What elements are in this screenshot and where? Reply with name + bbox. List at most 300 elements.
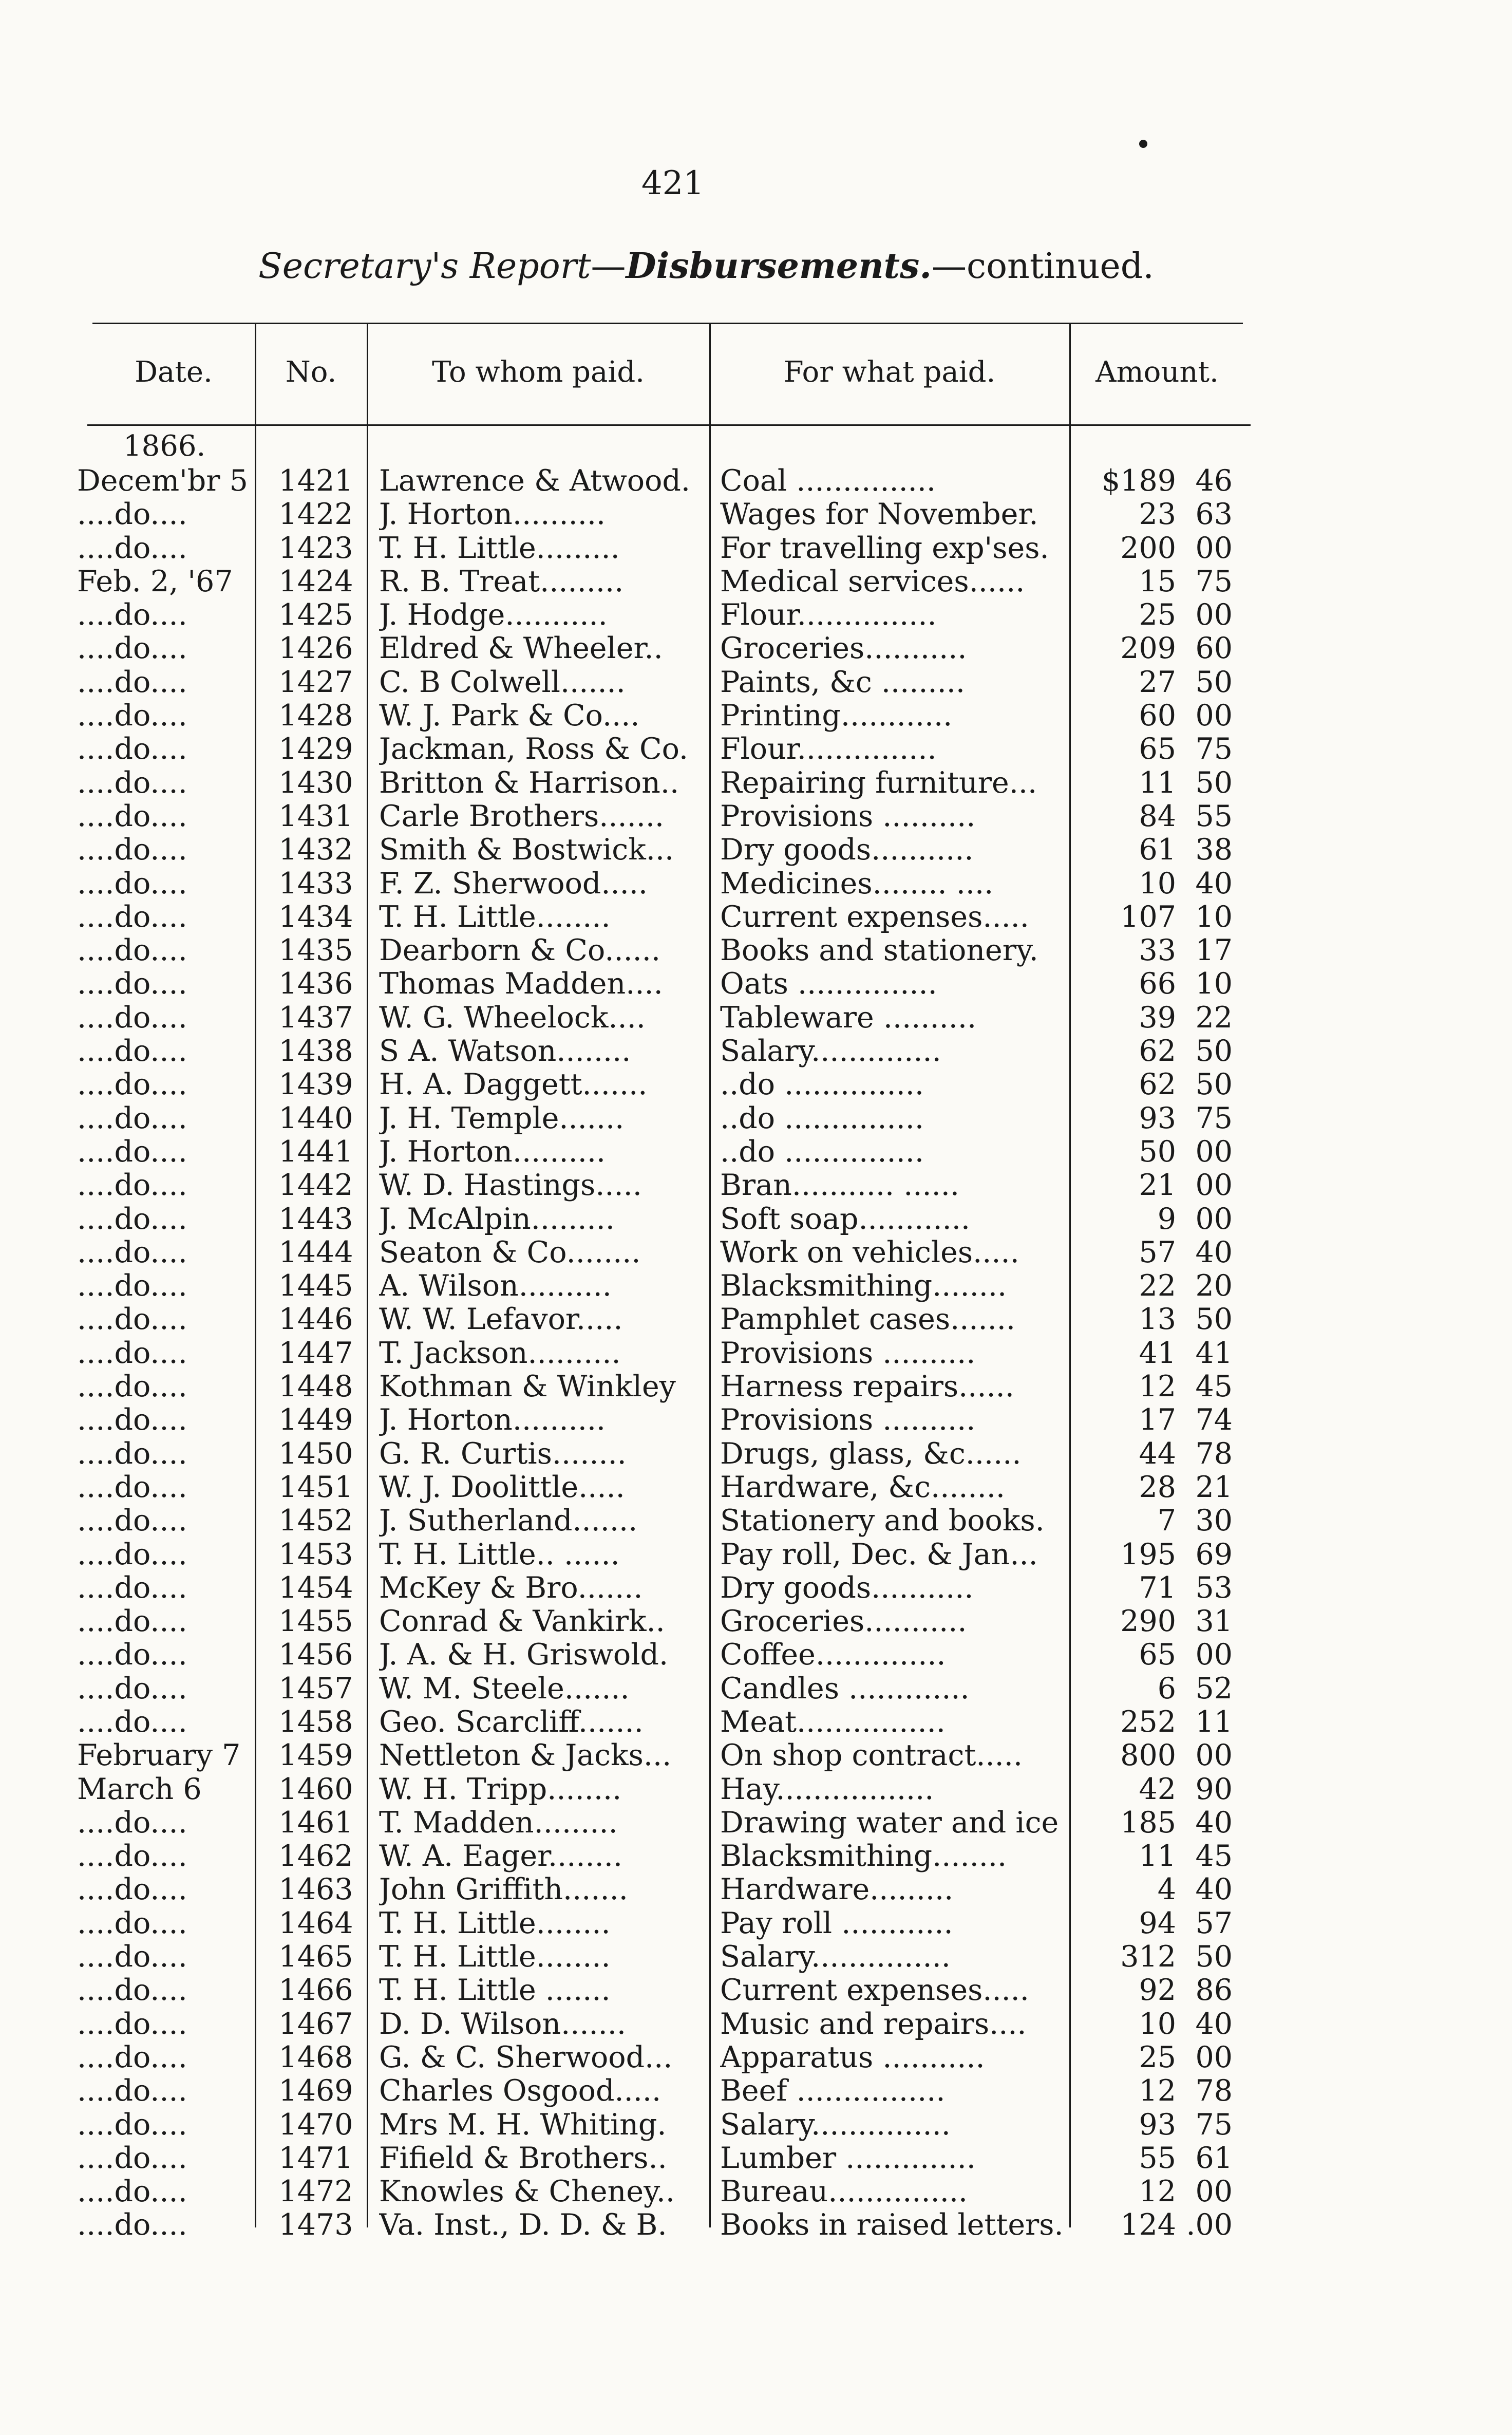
row-number: 1436 xyxy=(278,967,353,1001)
row-payee: W. G. Wheelock.... xyxy=(379,1001,646,1035)
row-date: ....do.... xyxy=(77,665,187,699)
row-payee: Thomas Madden.... xyxy=(379,967,663,1001)
row-amount xyxy=(1079,1504,1233,1538)
row-amount-dollars: 12 xyxy=(1139,2074,1176,2108)
row-number: 1450 xyxy=(278,1437,353,1471)
row-date: ....do.... xyxy=(77,1940,187,1974)
row-amount-cents: 00 xyxy=(1195,1169,1233,1203)
row-payee: J. A. & H. Griswold. xyxy=(379,1638,669,1672)
row-amount-dollars: 12 xyxy=(1139,2175,1176,2209)
row-amount-cents: 63 xyxy=(1195,498,1233,532)
row-amount-dollars: 65 xyxy=(1139,1638,1176,1672)
row-date: ....do.... xyxy=(77,598,187,632)
row-amount-cents: 00 xyxy=(1195,2040,1233,2074)
row-purpose: Hardware, &c........ xyxy=(720,1470,1006,1504)
row-amount-cents: 75 xyxy=(1195,2108,1233,2142)
row-amount-dollars: 50 xyxy=(1139,1135,1176,1169)
row-payee: W. J. Doolittle..... xyxy=(379,1470,625,1504)
row-amount xyxy=(1079,1437,1233,1471)
row-amount-dollars: 124 xyxy=(1120,2208,1176,2242)
row-amount-cents: 69 xyxy=(1195,1538,1233,1571)
row-purpose: Books and stationery. xyxy=(720,934,1038,968)
row-payee: J. Sutherland....... xyxy=(379,1504,638,1538)
row-amount xyxy=(1079,833,1233,867)
row-date: Decem'br 5 xyxy=(77,464,248,498)
header-amount: Amount. xyxy=(1095,355,1219,389)
row-number: 1454 xyxy=(278,1571,353,1605)
row-amount xyxy=(1079,1773,1233,1806)
row-date: ....do.... xyxy=(77,867,187,901)
row-date: ....do.... xyxy=(77,1336,187,1370)
row-amount xyxy=(1079,1672,1233,1706)
table-row xyxy=(0,1706,1512,1739)
row-amount-cents: 75 xyxy=(1195,565,1233,598)
row-payee: R. B. Treat......... xyxy=(379,565,624,598)
row-amount-cents: 31 xyxy=(1195,1605,1233,1639)
row-amount-cents: 50 xyxy=(1195,1035,1233,1069)
row-amount xyxy=(1079,967,1233,1001)
header-bottom-rule xyxy=(87,424,1251,426)
row-amount xyxy=(1079,632,1233,665)
row-amount-cents: 38 xyxy=(1195,833,1233,867)
row-amount xyxy=(1079,1873,1233,1906)
row-amount xyxy=(1079,1638,1233,1672)
row-payee: Knowles & Cheney.. xyxy=(379,2175,675,2209)
row-date: ....do.... xyxy=(77,2074,187,2108)
row-amount xyxy=(1079,2108,1233,2142)
ink-dot xyxy=(1139,140,1147,148)
row-amount-dollars: 25 xyxy=(1139,598,1176,632)
row-amount xyxy=(1079,1806,1233,1840)
row-purpose: Provisions .......... xyxy=(720,1403,976,1437)
row-amount-dollars: 7 xyxy=(1157,1504,1176,1538)
row-purpose: Printing............ xyxy=(720,699,953,733)
row-number: 1462 xyxy=(278,1840,353,1874)
row-payee: S A. Watson........ xyxy=(379,1035,631,1069)
row-payee: F. Z. Sherwood..... xyxy=(379,867,648,901)
row-payee: Eldred & Wheeler.. xyxy=(379,632,663,666)
table-row xyxy=(0,699,1512,733)
row-amount xyxy=(1079,1370,1233,1403)
row-purpose: Candles ............. xyxy=(720,1672,970,1706)
row-date: ....do.... xyxy=(77,1672,187,1706)
row-number: 1426 xyxy=(278,632,353,666)
table-row xyxy=(0,2142,1512,2175)
row-date: ....do.... xyxy=(77,1169,187,1203)
row-amount-cents: 86 xyxy=(1195,1974,1233,2008)
row-amount xyxy=(1079,565,1233,598)
row-purpose: For travelling exp'ses. xyxy=(720,531,1049,565)
row-purpose: Tableware .......... xyxy=(720,1001,977,1035)
row-date: ....do.... xyxy=(77,1504,187,1538)
row-date: February 7 xyxy=(77,1739,241,1773)
row-amount-dollars: 9 xyxy=(1157,1202,1176,1236)
row-amount-dollars: 66 xyxy=(1139,967,1176,1001)
row-date: ....do.... xyxy=(77,2040,187,2074)
row-amount-cents: 50 xyxy=(1195,1940,1233,1974)
row-amount-cents: .00 xyxy=(1186,2208,1233,2242)
row-number: 1435 xyxy=(278,934,353,968)
table-row xyxy=(0,1337,1512,1370)
row-amount-cents: 00 xyxy=(1195,1202,1233,1236)
table-row xyxy=(0,1605,1512,1638)
row-date: ....do.... xyxy=(77,1538,187,1571)
row-amount-cents: 40 xyxy=(1195,1873,1233,1907)
row-number: 1456 xyxy=(278,1638,353,1672)
row-amount xyxy=(1079,666,1233,699)
row-number: 1446 xyxy=(278,1303,353,1337)
row-number: 1428 xyxy=(278,699,353,733)
row-purpose: Paints, &c ......... xyxy=(720,665,965,699)
row-amount xyxy=(1079,1739,1233,1772)
row-amount-dollars: 93 xyxy=(1139,1101,1176,1135)
row-amount-dollars: 62 xyxy=(1139,1068,1176,1102)
row-number: 1431 xyxy=(278,799,353,833)
row-number: 1463 xyxy=(278,1873,353,1907)
row-date: ....do.... xyxy=(77,1202,187,1236)
row-payee: Geo. Scarcliff....... xyxy=(379,1705,644,1739)
row-amount-cents: 00 xyxy=(1195,1638,1233,1672)
row-amount-dollars: 290 xyxy=(1120,1605,1176,1639)
row-number: 1470 xyxy=(278,2108,353,2142)
row-amount-dollars: 195 xyxy=(1120,1538,1176,1571)
table-row xyxy=(0,1169,1512,1202)
row-payee: T. H. Little........ xyxy=(379,900,611,934)
row-date: ....do.... xyxy=(77,1705,187,1739)
row-payee: D. D. Wilson....... xyxy=(379,2007,626,2041)
row-amount-cents: 57 xyxy=(1195,1906,1233,1940)
row-amount xyxy=(1079,1102,1233,1135)
row-amount-cents: 00 xyxy=(1195,1135,1233,1169)
row-amount-dollars: 62 xyxy=(1139,1035,1176,1069)
row-payee: J. H. Temple....... xyxy=(379,1101,625,1135)
table-row xyxy=(0,1303,1512,1336)
row-amount xyxy=(1079,2208,1233,2242)
row-date: ....do.... xyxy=(77,2141,187,2175)
row-amount xyxy=(1079,867,1233,901)
row-amount-cents: 75 xyxy=(1195,1101,1233,1135)
row-amount xyxy=(1079,1571,1233,1605)
row-number: 1434 xyxy=(278,900,353,934)
row-purpose: Flour............... xyxy=(720,733,937,766)
row-date: ....do.... xyxy=(77,1605,187,1639)
row-amount xyxy=(1079,1135,1233,1169)
row-amount-cents: 40 xyxy=(1195,1235,1233,1269)
row-amount-dollars: 4 xyxy=(1157,1873,1176,1907)
row-date: ....do.... xyxy=(77,699,187,733)
row-number: 1423 xyxy=(278,531,353,565)
row-payee: G. R. Curtis........ xyxy=(379,1437,627,1471)
row-amount-dollars: 23 xyxy=(1139,498,1176,532)
row-amount xyxy=(1079,598,1233,632)
row-amount-dollars: 42 xyxy=(1139,1772,1176,1806)
row-payee: Kothman & Winkley xyxy=(379,1370,676,1404)
row-payee: T. H. Little......... xyxy=(379,531,620,565)
table-row xyxy=(0,1672,1512,1706)
row-number: 1449 xyxy=(278,1403,353,1437)
table-row xyxy=(0,934,1512,967)
row-amount-cents: 21 xyxy=(1195,1470,1233,1504)
row-amount-dollars: 39 xyxy=(1139,1001,1176,1035)
row-payee: J. Horton.......... xyxy=(379,498,606,532)
row-purpose: Groceries........... xyxy=(720,632,967,666)
row-amount-dollars: 60 xyxy=(1139,699,1176,733)
row-payee: C. B Colwell....... xyxy=(379,665,626,699)
row-amount-cents: 52 xyxy=(1195,1672,1233,1706)
row-date: ....do.... xyxy=(77,1974,187,2008)
row-purpose: Medical services...... xyxy=(720,565,1025,598)
row-number: 1452 xyxy=(278,1504,353,1538)
row-date: March 6 xyxy=(77,1772,202,1806)
row-purpose: Dry goods........... xyxy=(720,833,974,867)
row-payee: McKey & Bro....... xyxy=(379,1571,643,1605)
row-number: 1441 xyxy=(278,1135,353,1169)
row-payee: T. H. Little........ xyxy=(379,1940,611,1974)
row-date: ....do.... xyxy=(77,1840,187,1874)
row-amount-dollars: 10 xyxy=(1139,2007,1176,2041)
row-date: ....do.... xyxy=(77,1101,187,1135)
row-amount xyxy=(1079,1068,1233,1101)
row-amount-cents: 45 xyxy=(1195,1370,1233,1404)
row-amount xyxy=(1079,1169,1233,1202)
row-date: ....do.... xyxy=(77,1235,187,1269)
row-payee: T. Madden......... xyxy=(379,1806,618,1840)
row-amount-cents: 41 xyxy=(1195,1336,1233,1370)
row-number: 1451 xyxy=(278,1470,353,1504)
row-amount-dollars: 107 xyxy=(1120,900,1176,934)
row-purpose: Wages for November. xyxy=(720,498,1038,532)
title-part3: —continued. xyxy=(932,246,1154,287)
row-amount-cents: 78 xyxy=(1195,2074,1233,2108)
row-purpose: Music and repairs.... xyxy=(720,2007,1027,2041)
row-date: ....do.... xyxy=(77,1806,187,1840)
table-row xyxy=(0,1974,1512,2007)
title-part1: Secretary's Report xyxy=(258,246,591,287)
row-purpose: Work on vehicles..... xyxy=(720,1235,1019,1269)
row-date: ....do.... xyxy=(77,498,187,532)
row-amount-dollars: 55 xyxy=(1139,2141,1176,2175)
table-row xyxy=(0,800,1512,833)
row-purpose: Coffee.............. xyxy=(720,1638,946,1672)
row-amount xyxy=(1079,901,1233,934)
row-amount xyxy=(1079,1538,1233,1571)
row-purpose: ..do ............... xyxy=(720,1101,924,1135)
row-amount-cents: 40 xyxy=(1195,867,1233,901)
table-row xyxy=(0,2175,1512,2208)
row-amount-cents: 45 xyxy=(1195,1840,1233,1874)
row-payee: W. J. Park & Co.... xyxy=(379,699,640,733)
row-amount-cents: 20 xyxy=(1195,1269,1233,1303)
table-row xyxy=(0,1940,1512,1974)
row-date: ....do.... xyxy=(77,934,187,968)
row-payee: Seaton & Co........ xyxy=(379,1235,641,1269)
row-amount-dollars: 209 xyxy=(1120,632,1176,666)
row-purpose: Lumber .............. xyxy=(720,2141,976,2175)
row-purpose: Provisions .......... xyxy=(720,799,976,833)
row-amount-cents: 50 xyxy=(1195,665,1233,699)
table-row xyxy=(0,733,1512,766)
row-purpose: Hardware......... xyxy=(720,1873,954,1907)
table-row xyxy=(0,2108,1512,2142)
table-row xyxy=(0,1873,1512,1906)
row-amount xyxy=(1079,2142,1233,2175)
row-purpose: Salary............... xyxy=(720,2108,951,2142)
row-amount-dollars: 21 xyxy=(1139,1169,1176,1203)
header-for-what: For what paid. xyxy=(783,355,996,389)
row-purpose: Current expenses..... xyxy=(720,900,1029,934)
row-purpose: Pay roll ............ xyxy=(720,1906,953,1940)
page-title xyxy=(205,246,1207,287)
row-date: ....do.... xyxy=(77,733,187,766)
row-amount xyxy=(1079,2041,1233,2074)
row-date: ....do.... xyxy=(77,1001,187,1035)
row-amount xyxy=(1079,1303,1233,1336)
table-row xyxy=(0,1504,1512,1538)
row-amount-cents: 11 xyxy=(1195,1705,1233,1739)
row-purpose: ..do ............... xyxy=(720,1135,924,1169)
row-number: 1457 xyxy=(278,1672,353,1706)
row-payee: John Griffith....... xyxy=(379,1873,628,1907)
row-amount xyxy=(1079,498,1233,531)
row-amount-dollars: 61 xyxy=(1139,833,1176,867)
row-amount-cents: 61 xyxy=(1195,2141,1233,2175)
row-number: 1459 xyxy=(278,1739,353,1773)
table-row xyxy=(0,766,1512,800)
row-payee: Britton & Harrison.. xyxy=(379,766,679,800)
row-number: 1432 xyxy=(278,833,353,867)
title-part2: Disbursements. xyxy=(626,246,932,287)
row-amount-cents: 53 xyxy=(1195,1571,1233,1605)
row-amount xyxy=(1079,934,1233,967)
row-amount-dollars: 65 xyxy=(1139,733,1176,766)
row-purpose: Pamphlet cases....... xyxy=(720,1303,1015,1337)
table-row xyxy=(0,1840,1512,1873)
row-amount-dollars: 10 xyxy=(1139,867,1176,901)
table-row xyxy=(0,833,1512,867)
row-purpose: ..do ............... xyxy=(720,1068,924,1102)
disbursement-table-body xyxy=(0,464,1512,2242)
row-payee: Jackman, Ross & Co. xyxy=(379,733,689,766)
row-amount-dollars: 44 xyxy=(1139,1437,1176,1471)
row-date: Feb. 2, '67 xyxy=(77,565,233,598)
row-payee: H. A. Daggett....... xyxy=(379,1068,648,1102)
row-payee: J. McAlpin......... xyxy=(379,1202,615,1236)
row-amount xyxy=(1079,1203,1233,1236)
row-purpose: Pay roll, Dec. & Jan... xyxy=(720,1538,1038,1571)
row-amount-dollars: 41 xyxy=(1139,1336,1176,1370)
row-payee: J. Horton.......... xyxy=(379,1135,606,1169)
row-amount xyxy=(1079,2008,1233,2041)
table-row xyxy=(0,1773,1512,1806)
row-amount-cents: 17 xyxy=(1195,934,1233,968)
row-number: 1425 xyxy=(278,598,353,632)
header-date: Date. xyxy=(135,355,213,389)
row-purpose: Dry goods........... xyxy=(720,1571,974,1605)
row-purpose: Blacksmithing........ xyxy=(720,1840,1007,1874)
row-amount-dollars: 84 xyxy=(1139,799,1176,833)
row-purpose: Salary.............. xyxy=(720,1035,941,1069)
row-amount-dollars: 25 xyxy=(1139,2040,1176,2074)
row-number: 1439 xyxy=(278,1068,353,1102)
row-purpose: Drugs, glass, &c...... xyxy=(720,1437,1022,1471)
row-number: 1447 xyxy=(278,1336,353,1370)
table-row xyxy=(0,2041,1512,2074)
row-amount-dollars: 22 xyxy=(1139,1269,1176,1303)
row-purpose: Current expenses..... xyxy=(720,1974,1029,2008)
row-amount xyxy=(1079,733,1233,766)
table-row xyxy=(0,1471,1512,1504)
row-number: 1422 xyxy=(278,498,353,532)
row-amount-cents: 00 xyxy=(1195,2175,1233,2209)
row-payee: T. Jackson.......... xyxy=(379,1336,621,1370)
table-row xyxy=(0,2008,1512,2041)
row-amount xyxy=(1079,1269,1233,1303)
row-amount xyxy=(1079,699,1233,733)
table-row xyxy=(0,1102,1512,1135)
row-purpose: Hay................. xyxy=(720,1772,934,1806)
row-date: ....do.... xyxy=(77,1269,187,1303)
row-amount-dollars: 27 xyxy=(1139,665,1176,699)
row-amount-cents: 55 xyxy=(1195,799,1233,833)
table-row xyxy=(0,598,1512,632)
row-date: ....do.... xyxy=(77,1035,187,1069)
row-date: ....do.... xyxy=(77,833,187,867)
table-row xyxy=(0,901,1512,934)
row-purpose: Harness repairs...... xyxy=(720,1370,1014,1404)
row-number: 1468 xyxy=(278,2040,353,2074)
row-number: 1473 xyxy=(278,2208,353,2242)
title-dash: — xyxy=(591,246,626,287)
table-row xyxy=(0,1571,1512,1605)
row-date: ....do.... xyxy=(77,900,187,934)
row-amount-dollars: 28 xyxy=(1139,1470,1176,1504)
row-payee: T. H. Little.. ...... xyxy=(379,1538,620,1571)
row-purpose: On shop contract..... xyxy=(720,1739,1023,1773)
row-amount-cents: 40 xyxy=(1195,2007,1233,2041)
row-purpose: Beef ................ xyxy=(720,2074,946,2108)
row-amount xyxy=(1079,1236,1233,1269)
row-date: ....do.... xyxy=(77,1638,187,1672)
row-payee: Lawrence & Atwood. xyxy=(379,464,691,498)
table-row xyxy=(0,1068,1512,1101)
row-amount-cents: 60 xyxy=(1195,632,1233,666)
table-row xyxy=(0,1437,1512,1471)
row-amount-dollars: 92 xyxy=(1139,1974,1176,2008)
row-number: 1443 xyxy=(278,1202,353,1236)
row-payee: T. H. Little ....... xyxy=(379,1974,611,2008)
table-row xyxy=(0,867,1512,901)
row-amount-cents: 00 xyxy=(1195,699,1233,733)
row-date: ....do.... xyxy=(77,632,187,666)
row-amount-dollars: 33 xyxy=(1139,934,1176,968)
row-date: ....do.... xyxy=(77,2108,187,2142)
row-amount-cents: 00 xyxy=(1195,531,1233,565)
row-amount xyxy=(1079,766,1233,800)
row-amount-cents: 00 xyxy=(1195,598,1233,632)
table-row xyxy=(0,1403,1512,1437)
row-purpose: Blacksmithing........ xyxy=(720,1269,1007,1303)
row-payee: W. W. Lefavor..... xyxy=(379,1303,623,1337)
row-amount-dollars: 252 xyxy=(1120,1705,1176,1739)
header-to-whom: To whom paid. xyxy=(432,355,645,389)
row-date: ....do.... xyxy=(77,2007,187,2041)
row-number: 1458 xyxy=(278,1705,353,1739)
table-row xyxy=(0,1806,1512,1840)
row-payee: Smith & Bostwick... xyxy=(379,833,674,867)
row-date: ....do.... xyxy=(77,1437,187,1471)
row-amount xyxy=(1079,464,1233,498)
row-amount xyxy=(1079,532,1233,565)
